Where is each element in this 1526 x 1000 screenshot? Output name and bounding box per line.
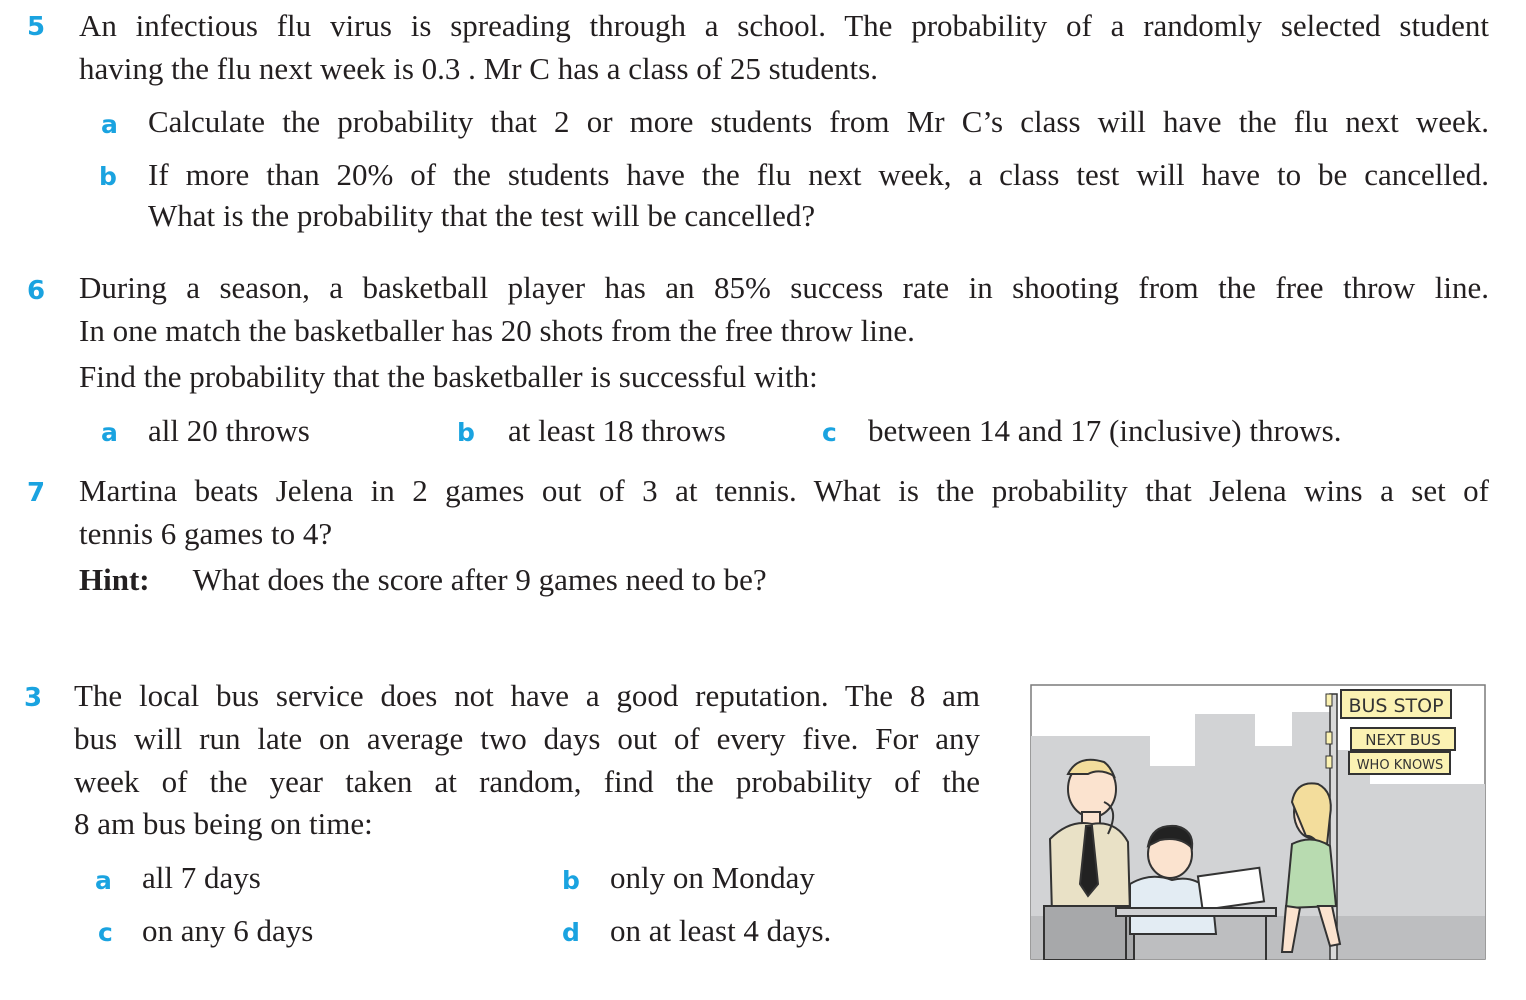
question-text: 8 am bus being on time: <box>74 806 373 841</box>
question-text: The local bus service does not have a good reputation. The 8 am <box>74 678 980 713</box>
question-text: bus will run late on average two days out of every five. For any <box>74 721 980 756</box>
question-number: 7 <box>27 478 46 508</box>
question-text: An infectious flu virus is spreading through a school. The probability of a randomly selected student <box>79 8 1489 43</box>
part-label: d <box>562 918 580 947</box>
question-number: 6 <box>27 276 46 306</box>
sign-bus-stop: BUS STOP <box>1348 695 1444 717</box>
part-label: c <box>98 918 113 947</box>
question-text: having the flu next week is 0.3 . Mr C has a class of 25 students. <box>79 51 878 86</box>
hint-text: What does the score after 9 games need to be? <box>192 562 767 597</box>
part-text: only on Monday <box>610 860 815 895</box>
hint <box>79 562 767 598</box>
sign-next-bus: NEXT BUS <box>1365 731 1441 749</box>
hint-label: Hint: <box>79 562 150 597</box>
part-label: a <box>95 866 112 895</box>
question-text: In one match the basketballer has 20 shots from the free throw line. <box>79 313 915 348</box>
question-text: week of the year taken at random, find the probability of the <box>74 764 980 799</box>
question-text: Find the probability that the basketballer is successful with: <box>79 359 818 394</box>
question-text: Martina beats Jelena in 2 games out of 3 at tennis. What is the probability that Jelena wins a set of <box>79 473 1489 508</box>
question-text: During a season, a basketball player has an 85% success rate in shooting from the free throw line. <box>79 270 1489 305</box>
bus-stop-illustration <box>1030 684 1486 960</box>
question-number: 3 <box>24 683 43 713</box>
part-text: at least 18 throws <box>508 413 726 448</box>
part-label: b <box>99 162 117 191</box>
part-text: What is the probability that the test will be cancelled? <box>148 198 816 233</box>
part-text: between 14 and 17 (inclusive) throws. <box>868 413 1342 448</box>
part-text: If more than 20% of the students have the flu next week, a class test will have to be cancelled. <box>148 157 1489 192</box>
part-text: Calculate the probability that 2 or more students from Mr C’s class will have the flu next week. <box>148 104 1489 139</box>
part-text: all 20 throws <box>148 413 310 448</box>
part-text: on any 6 days <box>142 913 314 948</box>
part-label: c <box>822 418 837 447</box>
part-text: on at least 4 days. <box>610 913 832 948</box>
part-text: all 7 days <box>142 860 261 895</box>
part-label: a <box>101 418 118 447</box>
bus-stop-cartoon <box>1030 684 1486 960</box>
question-text: tennis 6 games to 4? <box>79 516 333 551</box>
sign-who-knows: WHO KNOWS <box>1356 758 1444 773</box>
part-label: a <box>101 110 118 139</box>
question-number: 5 <box>27 12 46 42</box>
part-label: b <box>562 866 580 895</box>
part-label: b <box>457 418 475 447</box>
